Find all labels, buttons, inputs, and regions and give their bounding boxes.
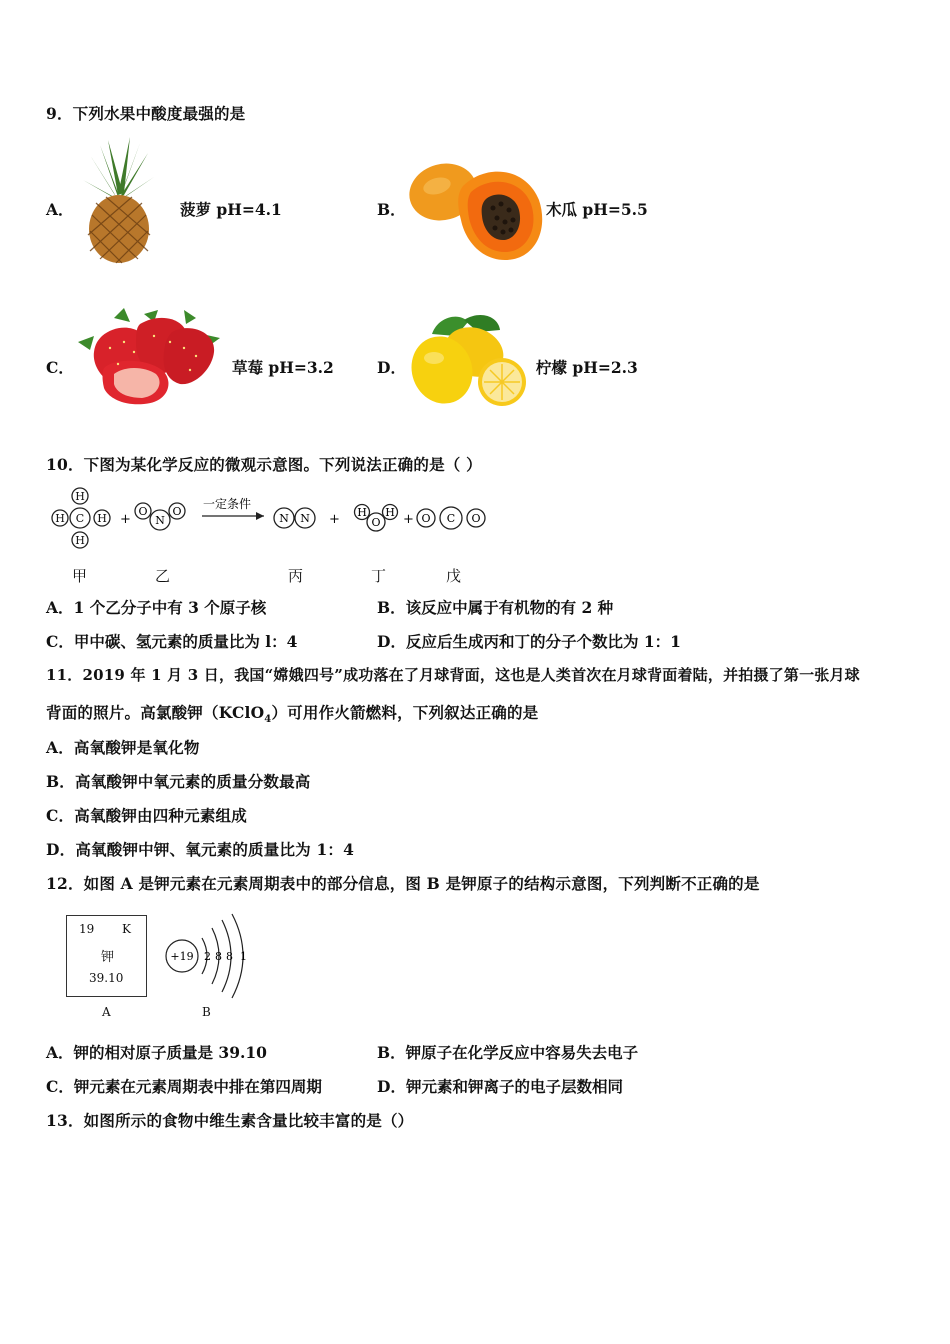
shell-electrons-3: 8: [226, 950, 233, 963]
q9-option-c-letter: C．: [46, 358, 74, 377]
atom-H: H: [75, 490, 85, 503]
label-ding: 丁: [371, 567, 387, 585]
q10-option-b: B．该反应中属于有机物的有 2 种: [377, 598, 614, 617]
plus-sign: +: [329, 512, 340, 527]
atom-N: N: [155, 514, 165, 527]
atom-O: O: [471, 512, 481, 525]
atom-N: N: [300, 512, 310, 525]
element-name: 钾: [101, 950, 115, 965]
pineapple-image: [78, 135, 160, 265]
q12-stem: 12．如图 A 是钾元素在元素周期表中的部分信息，图 B 是钾原子的结构示意图，下列判断不正确的是: [46, 874, 760, 893]
reaction-condition: 一定条件: [203, 497, 252, 511]
lemon-image: [404, 308, 532, 408]
label-bing: 丙: [288, 567, 304, 585]
reaction-diagram: [46, 484, 496, 554]
atom-O: O: [371, 516, 381, 529]
strawberry-image: [74, 308, 224, 406]
atom-H: H: [75, 534, 85, 547]
label-jia: 甲: [72, 567, 88, 585]
atom-N: N: [279, 512, 289, 525]
atom-H: H: [97, 512, 107, 525]
shell-electrons-4: 1: [240, 950, 247, 963]
q10-stem: 10．下图为某化学反应的微观示意图。下列说法正确的是（ ）: [46, 455, 482, 474]
q11-option-b: B．高氧酸钾中氧元素的质量分数最高: [46, 772, 311, 791]
atomic-number: 19: [79, 922, 95, 936]
atom-structure-diagram: [160, 912, 260, 1000]
atom-C: C: [446, 512, 456, 525]
figure-a-caption: A: [102, 1005, 111, 1019]
q11-stem-line1: 11．2019 年 1 月 3 日，我国“嫦娥四号”成功落在了月球背面，这也是人类首次在月球背面着陆，并拍摄了第一张月球: [46, 666, 860, 684]
q10-option-d: D．反应后生成丙和丁的分子个数比为 1：1: [377, 632, 681, 651]
q9-option-a-letter: A．: [46, 200, 74, 219]
q13-stem: 13．如图所示的食物中维生素含量比较丰富的是（）: [46, 1111, 414, 1130]
plus-sign: +: [120, 512, 131, 527]
q9-option-d-label: 柠檬 pH=2.3: [536, 358, 638, 377]
q12-option-a: A．钾的相对原子质量是 39.10: [46, 1043, 267, 1062]
q9-option-b-letter: B．: [377, 200, 406, 219]
label-wu: 戊: [446, 567, 462, 585]
q11-option-d: D．高氧酸钾中钾、氧元素的质量比为 1：4: [46, 840, 355, 859]
q9-option-b-label: 木瓜 pH=5.5: [546, 200, 648, 219]
atom-O: O: [421, 512, 431, 525]
figure-b-caption: B: [202, 1005, 211, 1019]
q10-option-a: A．1 个乙分子中有 3 个原子核: [46, 598, 267, 617]
shell-electrons-1: 2: [204, 950, 211, 963]
atom-C: C: [75, 512, 85, 525]
atom-O: O: [172, 505, 182, 518]
nucleus-charge: +19: [170, 950, 194, 963]
atom-H: H: [385, 506, 395, 519]
q9-option-d-letter: D．: [377, 358, 406, 377]
plus-sign: +: [403, 512, 414, 527]
q11-stem-line2: 背面的照片。高氯酸钾（KClO$_4$）可用作火箭燃料，下列叙达正确的是: [46, 703, 539, 726]
atom-H: H: [357, 506, 367, 519]
q9-stem: 9．下列水果中酸度最强的是: [46, 104, 246, 123]
shell-electrons-2: 8: [215, 950, 222, 963]
atomic-mass: 39.10: [89, 971, 124, 985]
element-symbol: K: [122, 922, 131, 936]
q12-option-c: C．钾元素在元素周期表中排在第四周期: [46, 1077, 322, 1096]
q9-option-a-label: 菠萝 pH=4.1: [180, 200, 282, 219]
atom-O: O: [138, 505, 148, 518]
element-box: [66, 915, 147, 997]
q12-option-d: D．钾元素和钾离子的电子层数相同: [377, 1077, 623, 1096]
atom-H: H: [55, 512, 65, 525]
q11-option-a: A．高氧酸钾是氧化物: [46, 738, 200, 757]
q10-option-c: C．甲中碳、氢元素的质量比为 l：4: [46, 632, 298, 651]
q11-option-c: C．高氧酸钾由四种元素组成: [46, 806, 247, 825]
q9-option-c-label: 草莓 pH=3.2: [232, 358, 334, 377]
q12-option-b: B．钾原子在化学反应中容易失去电子: [377, 1043, 639, 1062]
papaya-image: [405, 160, 547, 264]
label-yi: 乙: [155, 567, 171, 585]
